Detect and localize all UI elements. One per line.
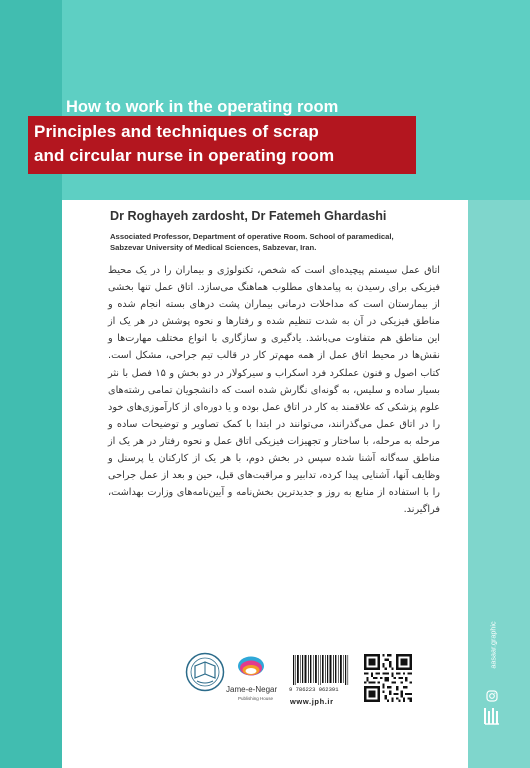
isbn-barcode xyxy=(292,655,350,685)
affiliation-line-1: Associated Professor, Department of operative Room. School of paramedical, xyxy=(110,232,394,241)
affiliation-line-2: Sabzevar University of Medical Sciences, Sabzevar, Iran. xyxy=(110,243,317,252)
instagram-icon xyxy=(486,690,498,702)
publisher-tagline: Publishing House xyxy=(238,696,274,701)
subtitle-line-2: and circular nurse in operating room xyxy=(34,146,335,165)
publisher-website: www.jph.ir xyxy=(290,697,334,706)
qr-code xyxy=(364,654,412,702)
university-seal-icon xyxy=(185,652,225,692)
designer-credit-text: aasaar.graphic xyxy=(488,621,498,669)
designer-credit xyxy=(486,600,500,690)
isbn-number: 9 786223 062391 xyxy=(289,686,339,693)
authors: Dr Roghayeh zardosht, Dr Fatemeh Ghardashi xyxy=(110,209,387,223)
subtitle-line-1: Principles and techniques of scrap xyxy=(34,122,319,141)
english-title: How to work in the operating room xyxy=(66,98,339,116)
aasaar-logo-icon xyxy=(483,705,501,727)
jame-e-negar-logo-icon xyxy=(236,654,266,682)
publisher-name: Jame-e-Negar xyxy=(226,685,278,694)
persian-description: اتاق عمل سیستم پیچیده‌ای است که شخص، تکنولوژی و بیماران را در یک محیط فیزیکی برای رسیدن به پیامدهای مطلوب هماهنگ می‌سازد. اتاق عمل تنها بخشی از بیمارستان است که مداخلات درمانی بیماران پشت درهای بسته انجام شده و مناطق فیزیکی در آن به شدت تنظیم شده و رفتارها و نحوه پوشش در هر یک از این مناطق هم متفاوت می‌باشد. یادگیری و سازگاری با انواع مختلف مهارت‌ها و نقش‌ها در محیط اتاق عمل از همه مهم‌تر کار در قالب تیم جراحی، مشکل است. کتاب اصول و فنون عملکرد فرد اسکراب و سیرکولار در دو بخش و ۱۵ فصل با نثر بسیار ساده و سلیس، به گونه‌ای نگارش شده است که دانشجویان تمامی رشته‌های علوم پزشکی که علاقمند به کار در اتاق عمل بوده و یا دوره‌ای از کارآموزی‌های خود را در اتاق عمل می‌گذرانند، می‌توانند در ابتدا با کمک تصاویر و توضیحات ساده و مرحله به مرحله، با ساختار و تجهیزات فیزیکی اتاق عمل و نحوه رفتار در هر یک از مناطق سه‌گانه آشنا شده سپس در بخش دوم، با هر یک از کارکنان یا پرسنل و وظایف آنها، آشنایی پیدا کرده، تدابیر و مراقبت‌های قبل، حین و بعد از عمل جراحی را با استفاده از منابع به روز و جدیدترین بخش‌نامه و آیین‌نامه‌های وزارت بهداشت، فراگیرند. xyxy=(108,265,440,516)
